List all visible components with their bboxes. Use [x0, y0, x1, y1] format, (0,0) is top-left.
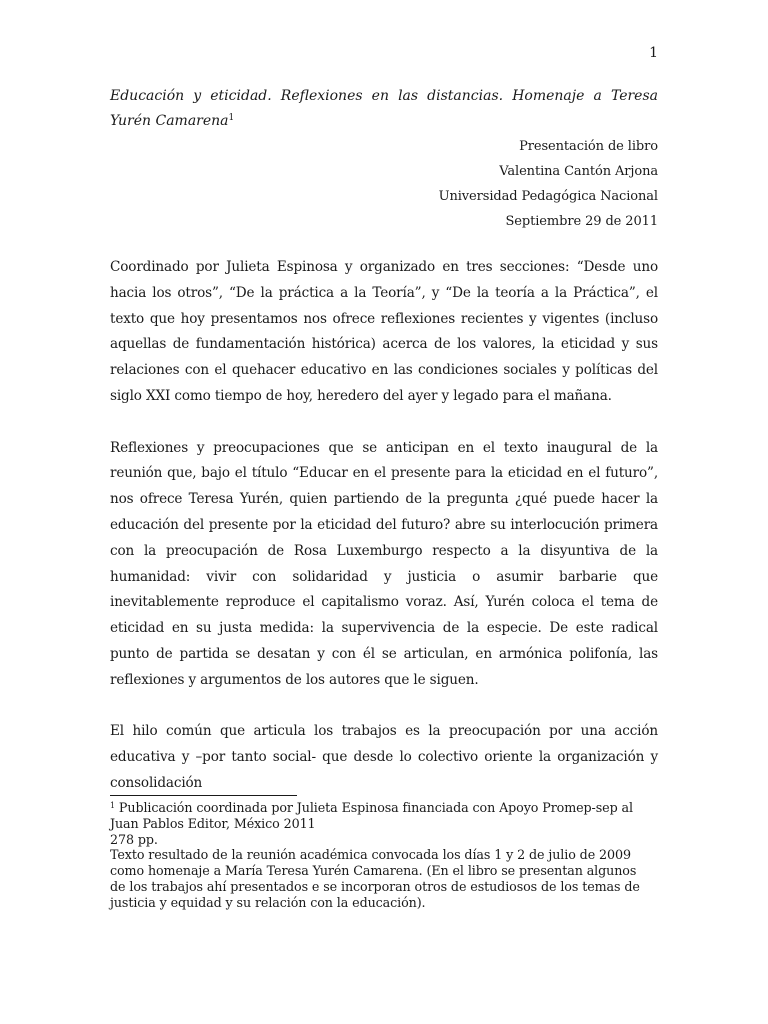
footnote-line: de los trabajos ahí presentados e se incorporan otros de estudiosos de los temas de	[110, 878, 640, 894]
footnote-line	[110, 800, 658, 816]
footnote	[110, 800, 658, 911]
body-text	[110, 255, 658, 823]
footnote-line: como homenaje a María Teresa Yurén Camarena. (En el libro se presentan algunos	[110, 863, 637, 879]
meta-institution: Universidad Pedagógica Nacional	[438, 189, 658, 204]
footnote-marker: 1	[110, 801, 115, 810]
footnote-line: justicia y equidad y su relación con la educación).	[110, 894, 426, 910]
footnote-line-text: Publicación coordinada por Julieta Espinosa financiada con Apoyo Promep-sep al	[115, 800, 633, 815]
paragraph-3: El hilo común que articula los trabajos es la preocupación por una acción educativa y –por tanto social- que desde lo colectivo oriente la organización y consolidación	[110, 723, 658, 791]
title-text: Educación y eticidad. Reflexiones en las distancias. Homenaje a Teresa Yurén Camarena	[110, 88, 658, 129]
paragraph-2: Reflexiones y preocupaciones que se anticipan en el texto inaugural de la reunión que, bajo el título “Educar en el presente para la eticidad en el futuro”, nos ofrece Teresa Yurén, quien partiendo de la pregunta ¿qué puede hacer la educación del presente por la eticidad del futuro? abre su interlocución primera con la preocupación de Rosa Luxemburgo respecto a la disyuntiva de la humanidad: vivir con solidaridad y justicia o asumir barbarie que inevitablemente reproduce el capitalismo voraz. Así, Yurén coloca el tema de eticidad en su justa medida: la supervivencia de la especie. De este radical punto de partida se desatan y con él se articulan, en armónica polifonía, las reflexiones y argumentos de los autores que le siguen.	[110, 439, 658, 688]
footnote-line: 278 pp.	[110, 831, 158, 847]
document-page	[110, 0, 658, 1024]
footnote-line: Juan Pablos Editor, México 2011	[110, 815, 316, 831]
meta-type: Presentación de libro	[519, 139, 658, 154]
presentation-meta	[439, 134, 658, 234]
paragraph-1: Coordinado por Julieta Espinosa y organizado en tres secciones: “Desde uno hacia los otros”, “De la práctica a la Teoría”, y “De la teoría a la Práctica”, el texto que hoy presentamos nos ofrece reflexiones recientes y vigentes (incluso aquellas de fundamentación histórica) acerca de los valores, la eticidad y sus relaciones con el quehacer educativo en las condiciones sociales y políticas del siglo XXI como tiempo de hoy, heredero del ayer y legado para el mañana.	[110, 259, 658, 404]
title-footnote-ref: 1	[228, 113, 235, 123]
meta-author: Valentina Cantón Arjona	[499, 164, 658, 179]
meta-date: Septiembre 29 de 2011	[505, 214, 658, 229]
footnote-line: Texto resultado de la reunión académica convocada los días 1 y 2 de julio de 2009	[110, 847, 631, 863]
footnote-separator	[110, 795, 297, 796]
page-number: 1	[649, 45, 658, 61]
document-title	[110, 84, 658, 134]
